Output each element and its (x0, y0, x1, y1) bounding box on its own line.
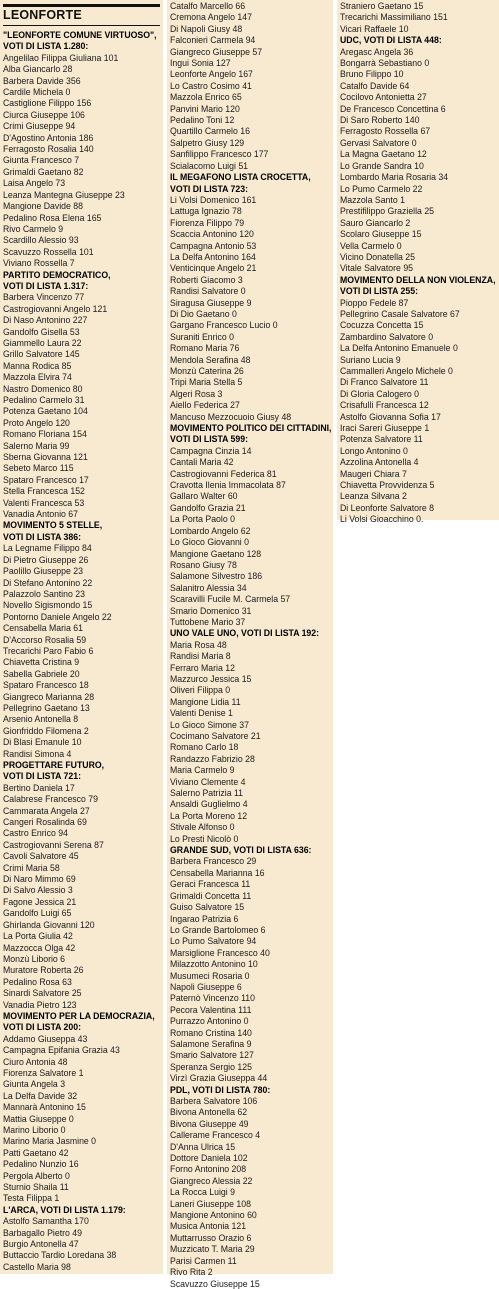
candidate-line: Valenti Denise 1 (170, 707, 233, 719)
candidate-line: Marino Liborio 0 (3, 1124, 66, 1135)
column-3-lines (340, 0, 499, 525)
candidate-line: Mannarà Antonino 15 (3, 1101, 86, 1113)
candidate-line: Giangreco Marianna 28 (3, 690, 95, 702)
candidate-line: Vanadia Antonio 67 (3, 508, 78, 520)
candidate-line: Arsenio Antonella 8 (3, 713, 79, 725)
candidate-line: Grimaldi Concetta 11 (170, 889, 252, 901)
candidate-line: Pedalino Rosa Elena 165 (3, 211, 102, 223)
candidate-line: Calabrese Francesco 79 (3, 793, 98, 805)
candidate-line: Giunta Francesco 7 (3, 154, 80, 166)
candidate-line: Cocilovo Antonietta 27 (340, 91, 427, 103)
candidate-line: Pellegrino Casale Salvatore 67 (340, 307, 460, 319)
candidate-line: Suriano Lucia 9 (340, 353, 401, 365)
column-2-lines (170, 0, 333, 1289)
candidate-line: Giunta Angela 3 (3, 1078, 66, 1090)
title-underline (3, 25, 160, 26)
candidate-line: Lattuga Ignazio 78 (170, 205, 242, 217)
candidate-line: Proto Angelo 120 (3, 416, 70, 428)
candidate-line: Laisa Angelo 73 (3, 177, 66, 189)
candidate-line: Mancuso Mezzocuoio Giusy 48 (170, 410, 292, 422)
candidate-line: Di Naso Antonino 227 (3, 314, 88, 326)
candidate-line: Ingarao Patrizia 6 (170, 912, 239, 924)
candidate-line: Cammarata Angela 27 (3, 804, 90, 816)
list-header: VOTI DI LISTA 255: (340, 285, 419, 297)
candidate-line: Vitale Salvatore 95 (340, 262, 414, 274)
candidate-line: Fagone Jessica 21 (3, 895, 77, 907)
candidate-line: Milazzotto Antonino 10 (170, 958, 258, 970)
candidate-line: Stella Francesca 152 (3, 485, 85, 497)
candidate-line: Fiorenza Salvatore 1 (3, 1066, 84, 1078)
candidate-line: Censabella Maria 61 (3, 622, 83, 634)
candidate-line: Mazzola Elvira 74 (3, 371, 72, 383)
candidate-line: Siragusa Giuseppe 9 (170, 296, 252, 308)
candidate-line: Vicino Donatella 25 (340, 250, 415, 262)
candidate-line: Muzzicato T. Maria 29 (170, 1243, 255, 1255)
candidate-line: Lombardo Maria Rosaria 34 (340, 171, 449, 183)
candidate-line: Di Salvo Alessio 3 (3, 884, 73, 896)
candidate-line: Cremona Angelo 147 (170, 11, 252, 23)
candidate-line: Cavoli Salvatore 45 (3, 850, 79, 862)
candidate-line: Grillo Salvatore 145 (3, 348, 80, 360)
list-header: PROGETTARE FUTURO, (3, 759, 105, 770)
results-column-2 (167, 0, 333, 1289)
candidate-line: La Delfa Antonino Emanuele 0 (340, 342, 458, 354)
candidate-line: Musumeci Rosaria 0 (170, 969, 250, 981)
candidate-line: Monzù Caterina 26 (170, 365, 244, 376)
candidate-line: Valenti Francesca 53 (3, 496, 85, 508)
candidate-line: Suraniti Enrico 0 (170, 330, 234, 342)
candidate-line: Nastro Domenico 80 (3, 382, 83, 394)
candidate-line: Salamone Silvestro 186 (170, 570, 263, 582)
candidate-line: Gervasi Salvatore 0 (340, 136, 417, 148)
candidate-line: Barbera Francesco 29 (170, 855, 257, 867)
candidate-line: Censabella Marianna 16 (170, 866, 265, 878)
candidate-line: Bertino Daniela 17 (3, 781, 75, 793)
candidate-line: Muttarrusso Orazio 6 (170, 1231, 252, 1243)
candidate-line: Straniero Gaetano 15 (340, 0, 424, 11)
candidate-line: Ciuro Antonia 48 (3, 1055, 68, 1067)
candidate-line: Monzù Liborio 6 (3, 952, 66, 964)
candidate-line: Marino Maria Jasmine 0 (3, 1135, 97, 1147)
candidate-line: Rivo Rita 2 (170, 1266, 213, 1278)
candidate-line: Scaravilli Fucile M. Carmela 57 (170, 593, 291, 605)
candidate-line: Aregasc Angela 36 (340, 45, 414, 57)
candidate-line: Di Leonforte Salvatore 8 (340, 501, 435, 513)
list-header: IL MEGAFONO LISTA CROCETTA, (170, 171, 311, 183)
candidate-line: Salerno Patrizia 11 (170, 787, 244, 799)
candidate-line: Sberna Giovanna 121 (3, 451, 88, 463)
candidate-line: Pergola Alberto 0 (3, 1169, 70, 1181)
candidate-line: Mazzocca Olga 42 (3, 941, 76, 953)
candidate-line: Ferraro Maria 12 (170, 661, 235, 673)
candidate-line: Spataro Francesco 17 (3, 473, 89, 485)
candidate-line: Di Blasi Emanule 10 (3, 736, 82, 748)
candidate-line: Pedalino Carmelo 31 (3, 394, 85, 405)
candidate-line: Spataro Francesco 18 (3, 679, 89, 691)
list-header: "LEONFORTE COMUNE VIRTUOSO", (3, 29, 157, 40)
candidate-line: De Francesco Concettina 6 (340, 102, 446, 114)
candidate-line: Campagna Epifania Grazia 43 (3, 1044, 120, 1056)
candidate-line: Novello Sigismondo 15 (3, 599, 93, 611)
candidate-line: Lo Presti Nicolò 0 (170, 832, 239, 844)
candidate-line: Astolfo Samantha 170 (3, 1215, 89, 1227)
candidate-line: Vicari Raffaele 10 (340, 22, 409, 34)
list-header: MOVIMENTO DELLA NON VIOLENZA, (340, 273, 496, 285)
candidate-line: Iraci Sareri Giuseppe 1 (340, 422, 430, 434)
list-header: VOTI DI LISTA 721: (3, 770, 82, 782)
candidate-line: Maugeri Chiara 7 (340, 467, 407, 479)
candidate-line: Castrogiovanni Angelo 121 (3, 302, 108, 314)
candidate-line: Sebeto Marco 115 (3, 462, 74, 474)
candidate-line: Li Volsi Gioacchino 0. (340, 513, 424, 525)
candidate-line: Angelilao Filippa Giuliana 101 (3, 51, 119, 63)
candidate-line: Mendola Serafina 48 (170, 353, 251, 365)
candidate-line: Tripi Maria Stella 5 (170, 376, 243, 388)
candidate-line: Leanza Mantegna Giuseppe 23 (3, 188, 125, 200)
candidate-line: Chiavetta Cristina 9 (3, 656, 80, 668)
candidate-line: Cangeri Rosalinda 69 (3, 816, 87, 828)
candidate-line: Gandolfo Grazia 21 (170, 501, 246, 513)
candidate-line: Marsiglione Francesco 40 (170, 946, 270, 958)
candidate-line: Quartillo Carmelo 16 (170, 125, 250, 137)
candidate-line: Castrogiovanni Federica 81 (170, 467, 277, 479)
candidate-line: Barbagallo Pietro 49 (3, 1226, 83, 1238)
candidate-line: Gallaro Walter 60 (170, 490, 238, 502)
candidate-line: Zambardino Salvatore 0 (340, 330, 434, 342)
candidate-line: Panvini Mario 120 (170, 102, 240, 114)
candidate-line: Castro Enrico 94 (3, 827, 68, 839)
candidate-line: Barbera Salvatore 106 (170, 1095, 258, 1106)
candidate-line: Di Gloria Calogero 0 (340, 387, 419, 399)
list-header: VOTI DI LISTA 1.317: (3, 279, 89, 291)
candidate-line: Mazzurco Jessica 15 (170, 672, 252, 684)
candidate-line: Di Naro Mimmo 69 (3, 873, 76, 885)
list-header: VOTI DI LISTA 200: (3, 1021, 82, 1033)
candidate-line: Catalfo Marcello 66 (170, 0, 246, 11)
title-rule (3, 4, 160, 7)
candidate-line: Scaccia Antonino 120 (170, 228, 254, 240)
candidate-line: Giangreco Giuseppe 57 (170, 45, 263, 57)
candidate-line: Bruno Filippo 10 (340, 68, 404, 80)
candidate-line: Sauro Giancarlo 2 (340, 216, 411, 228)
candidate-line: Li Volsi Domenico 161 (170, 193, 257, 205)
candidate-line: Cantali Maria 42 (170, 456, 234, 468)
candidate-line: Tuttobene Mario 37 (170, 615, 246, 627)
candidate-line: Addamo Giuseppa 43 (3, 1032, 88, 1044)
candidate-line: Manna Rodica 85 (3, 359, 72, 371)
candidate-line: Barbera Davide 356 (3, 74, 81, 86)
column-1-lines (3, 29, 163, 1272)
candidate-line: Ingui Sonia 127 (170, 57, 231, 69)
candidate-line: Barbera Vincenzo 77 (3, 291, 85, 303)
candidate-line: Smario Salvatore 127 (170, 1049, 254, 1061)
candidate-line: Gandolfo Luigi 65 (3, 907, 72, 919)
candidate-line: D'Agostino Antonia 186 (3, 131, 94, 143)
candidate-line: Lo Castro Cosimo 41 (170, 79, 252, 91)
candidate-line: Palazzolo Santino 23 (3, 587, 85, 599)
candidate-line: Rivo Carmelo 9 (3, 222, 64, 234)
candidate-line: Romano Floriana 154 (3, 428, 87, 440)
candidate-line: La Rocca Luigi 9 (170, 1186, 235, 1198)
candidate-line: Salerno Maria 99 (3, 439, 70, 451)
candidate-line: Ciurca Giuseppe 106 (3, 108, 85, 120)
list-header: UDC, VOTI DI LISTA 448: (340, 34, 442, 46)
candidate-line: Leanza Silvana 2 (340, 490, 407, 502)
candidate-line: Giangreco Alessia 22 (170, 1174, 253, 1186)
candidate-line: Maria Carmelo 9 (170, 764, 235, 776)
candidate-line: Mangione Lidia 11 (170, 695, 241, 707)
candidate-line: Alba Giancarlo 28 (3, 63, 73, 75)
list-header: VOTI DI LISTA 386: (3, 530, 82, 542)
results-column-3 (337, 0, 499, 525)
candidate-line: Trecarichi Paro Fabio 6 (3, 644, 94, 656)
list-header: VOTI DI LISTA 1.280: (3, 40, 89, 52)
candidate-line: Burgio Antonella 47 (3, 1238, 79, 1250)
candidate-line: Pedalino Nunzio 16 (3, 1158, 79, 1170)
candidate-line: Muratore Roberta 26 (3, 964, 84, 976)
candidate-line: Cammalleri Angelo Michele 0 (340, 365, 453, 376)
candidate-line: Lo Grande Sandra 10 (340, 159, 424, 171)
candidate-line: Romano Cristina 140 (170, 1026, 252, 1038)
candidate-line: Randisi Maria 8 (170, 650, 231, 662)
candidate-line: Pioppo Fedele 87 (340, 296, 409, 308)
candidate-line: La Magna Gaetano 12 (340, 148, 427, 160)
candidate-line: Crimi Maria 58 (3, 861, 60, 873)
candidate-line: La Delfa Davide 32 (3, 1089, 78, 1101)
candidate-line: D'Anna Ulrica 15 (170, 1140, 236, 1152)
candidate-line: Purrazzo Antonino 0 (170, 1015, 249, 1027)
candidate-line: Campagna Cinzia 14 (170, 444, 252, 456)
candidate-line: Potenza Gaetano 104 (3, 405, 88, 417)
candidate-line: Azzolina Antonella 4 (340, 456, 419, 468)
candidate-line: Trecarichi Massimiliano 151 (340, 11, 448, 23)
candidate-line: Mangione Antonino 60 (170, 1209, 257, 1221)
candidate-line: Geraci Francesca 11 (170, 878, 251, 890)
candidate-line: Paolillo Giuseppe 23 (3, 565, 83, 577)
candidate-line: Lo Pumo Carmelo 22 (340, 182, 423, 194)
candidate-line: Lo Gioco Simone 37 (170, 718, 250, 730)
list-header: L'ARCA, VOTI DI LISTA 1.179: (3, 1203, 126, 1215)
candidate-line: Scolaro Giuseppe 15 (340, 228, 422, 240)
candidate-line: Stivale Alfonso 0 (170, 821, 235, 833)
candidate-line: Mangione Davide 88 (3, 200, 83, 212)
candidate-line: Sanfilippo Francesco 177 (170, 148, 269, 160)
candidate-line: Lo Grande Bartolomeo 6 (170, 923, 266, 935)
candidate-line: Di Pietro Giuseppe 26 (3, 553, 89, 565)
candidate-line: Di Stefano Antonino 22 (3, 576, 93, 588)
candidate-line: Pedalino Rosa 63 (3, 975, 72, 987)
candidate-line: Ferragosto Rosalia 140 (3, 143, 94, 155)
candidate-line: Giammello Laura 22 (3, 336, 82, 348)
candidate-line: Mazzola Santo 1 (340, 193, 405, 205)
candidate-line: Buttaccio Tardio Loredana 38 (3, 1249, 117, 1261)
candidate-line: La Delfa Antonino 164 (170, 250, 256, 262)
candidate-line: Randisi Simona 4 (3, 747, 72, 759)
candidate-line: Virzì Grazia Giuseppa 44 (170, 1072, 268, 1084)
candidate-line: La Porta Giulia 42 (3, 930, 73, 942)
candidate-line: Paternò Vincenzo 110 (170, 992, 255, 1004)
candidate-line: Ghirlanda Giovanni 120 (3, 918, 95, 930)
candidate-line: Speranza Sergio 125 (170, 1060, 252, 1072)
candidate-line: Musica Antonia 121 (170, 1220, 247, 1232)
candidate-line: Patti Gaetano 42 (3, 1146, 69, 1158)
candidate-line: Prestifilippo Graziella 25 (340, 205, 435, 217)
candidate-line: Lo Pumo Salvatore 94 (170, 935, 257, 947)
candidate-line: Castrogiovanni Serena 87 (3, 838, 104, 850)
list-header: MOVIMENTO PER LA DEMOCRAZIA, (3, 1009, 155, 1021)
candidate-line: La Porta Moreno 12 (170, 809, 248, 821)
candidate-line: Scavuzzo Giuseppe 15 (170, 1277, 260, 1289)
list-header: VOTI DI LISTA 723: (170, 182, 249, 194)
candidate-line: Di Saro Roberto 140 (340, 114, 420, 126)
results-column-1 (0, 0, 163, 1274)
candidate-line: Crimi Giuseppe 94 (3, 120, 76, 132)
list-header: VOTI DI LISTA 599: (170, 433, 249, 445)
candidate-line: Di Napoli Giusy 48 (170, 22, 243, 34)
candidate-line: Venticinque Angelo 21 (170, 262, 257, 274)
candidate-line: D'Accorso Rosalia 59 (3, 633, 87, 645)
candidate-line: Lo Gioco Giovanni 0 (170, 536, 250, 548)
candidate-line: Mazzola Enrico 65 (170, 91, 242, 103)
candidate-line: Pellegrino Gaetano 13 (3, 701, 90, 713)
candidate-line: Fiorenza Filippo 79 (170, 216, 245, 228)
candidate-line: Pecora Valentina 111 (170, 1003, 252, 1015)
candidate-line: Campagna Antonio 53 (170, 239, 257, 251)
candidate-line: Randisi Salvatore 0 (170, 285, 246, 297)
candidate-line: Castiglione Filippo 156 (3, 97, 92, 109)
candidate-line: Castello Maria 98 (3, 1260, 71, 1272)
list-header: PDL, VOTI DI LISTA 780: (170, 1083, 271, 1095)
candidate-line: Crisafulli Francesca 12 (340, 399, 429, 411)
candidate-line: Aiello Federica 27 (170, 399, 240, 411)
list-header: UNO VALE UNO, VOTI DI LISTA 192: (170, 627, 320, 639)
candidate-line: Guiso Salvatore 15 (170, 901, 245, 913)
candidate-line: Di Franco Salvatore 11 (340, 376, 429, 388)
candidate-line: Maria Rosa 48 (170, 638, 227, 650)
candidate-line: Parisi Carmen 11 (170, 1254, 237, 1266)
candidate-line: Salanitro Alessia 34 (170, 581, 247, 593)
candidate-line: Potenza Salvatore 11 (340, 433, 423, 445)
candidate-line: Ansaldi Guglielmo 4 (170, 798, 248, 810)
candidate-line: Rosano Giusy 78 (170, 558, 237, 570)
candidate-line: Cocuzza Concetta 15 (340, 319, 424, 331)
candidate-line: Gargano Francesco Lucio 0 (170, 319, 278, 331)
candidate-line: Napoli Giuseppe 6 (170, 980, 242, 992)
candidate-line: Vella Carmelo 0 (340, 239, 402, 251)
candidate-line: Algeri Rosa 3 (170, 387, 223, 399)
candidate-line: Viviano Rossella 7 (3, 257, 75, 269)
candidate-line: Forno Antonino 208 (170, 1163, 247, 1175)
candidate-line: Scardillo Alessio 93 (3, 234, 79, 246)
candidate-line: Grimaldi Gaetano 82 (3, 165, 84, 177)
candidate-line: Oliveri Filippa 0 (170, 684, 231, 696)
candidate-line: Viviano Clemente 4 (170, 775, 246, 787)
candidate-line: La Porta Paolo 0 (170, 513, 235, 525)
candidate-line: Testa Filippa 1 (3, 1192, 60, 1204)
page-title: LEONFORTE (3, 8, 82, 22)
candidate-line: Gandolfo Gisella 53 (3, 325, 80, 337)
candidate-line: Cocimano Salvatore 21 (170, 730, 261, 741)
candidate-line: Cardile Michela 0 (3, 86, 71, 98)
candidate-line: Longo Antonino 0 (340, 444, 408, 456)
candidate-line: Cravotta Ilenia Immacolata 87 (170, 479, 286, 491)
list-header: MOVIMENTO 5 STELLE, (3, 519, 103, 531)
candidate-line: Romano Carlo 18 (170, 741, 239, 753)
list-header: MOVIMENTO POLITICO DEI CITTADINI, (170, 422, 332, 434)
candidate-line: Leonforte Angelo 167 (170, 68, 253, 80)
candidate-line: Vanadia Pietro 123 (3, 998, 77, 1010)
candidate-line: Sturnio Shaila 11 (3, 1181, 69, 1193)
candidate-line: Sabella Gabriele 20 (3, 667, 80, 679)
candidate-line: Gionfriddo Filomena 2 (3, 724, 89, 736)
candidate-line: Bongarrà Sebastiano 0 (340, 57, 430, 69)
candidate-line: Laneri Giuseppe 108 (170, 1197, 251, 1209)
candidate-line: Romano Maria 76 (170, 342, 240, 354)
candidate-line: Pontorno Daniele Angelo 22 (3, 610, 112, 622)
candidate-line: Catalfo Davide 64 (340, 79, 410, 91)
candidate-line: La Legname Filippo 84 (3, 542, 92, 554)
candidate-line: Bivona Antonella 62 (170, 1106, 248, 1118)
candidate-line: Smario Domenico 31 (170, 604, 252, 616)
candidate-line: Salamone Serafina 9 (170, 1037, 252, 1049)
candidate-line: Scavuzzo Rossella 101 (3, 245, 94, 257)
candidate-line: Salpetro Giusy 129 (170, 136, 245, 148)
candidate-line: Pedalino Toni 12 (170, 114, 235, 126)
candidate-line: Roberti Giacomo 3 (170, 273, 243, 285)
list-header: PARTITO DEMOCRATICO, (3, 268, 111, 280)
candidate-line: Falconieri Carmela 94 (170, 34, 256, 46)
candidate-line: Bivona Giuseppe 49 (170, 1117, 249, 1129)
candidate-line: Astolfo Giovanna Sofia 17 (340, 410, 441, 422)
candidate-line: Mattia Giuseppe 0 (3, 1112, 74, 1124)
candidate-line: Di Dio Gaetano 0 (170, 307, 237, 319)
candidate-line: Lombardo Angelo 62 (170, 524, 251, 536)
candidate-line: Ferragosto Rossella 67 (340, 125, 431, 137)
list-header: GRANDE SUD, VOTI DI LISTA 636: (170, 844, 312, 856)
candidate-line: Callerame Francesco 4 (170, 1129, 261, 1141)
candidate-line: Dottore Daniela 102 (170, 1152, 248, 1164)
title-block (3, 0, 163, 26)
candidate-line: Chiavetta Provvidenza 5 (340, 479, 435, 491)
candidate-line: Sinardi Salvatore 25 (3, 987, 82, 999)
candidate-line: Mangione Gaetano 128 (170, 547, 262, 559)
candidate-line: Randazzo Fabrizio 28 (170, 752, 255, 764)
candidate-line: Scialacomo Luigi 51 (170, 159, 249, 171)
